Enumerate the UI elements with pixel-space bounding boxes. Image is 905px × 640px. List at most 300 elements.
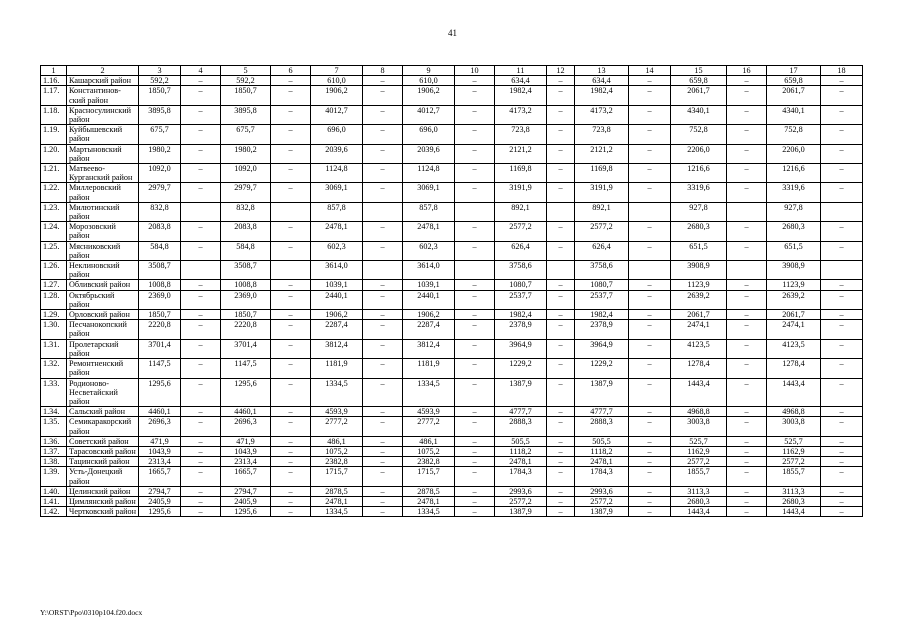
dash-cell: – xyxy=(629,446,671,456)
table-row xyxy=(41,446,863,456)
district-name: Целинский район xyxy=(67,486,139,496)
district-name: Кашарский район xyxy=(67,76,139,86)
header-cell: 15 xyxy=(671,66,727,76)
value-cell: 3113,3 xyxy=(671,486,727,496)
dash-cell: – xyxy=(629,222,671,241)
value-cell: 4593,9 xyxy=(403,407,455,417)
value-cell: 1715,7 xyxy=(403,467,455,486)
row-number: 1.29. xyxy=(41,310,67,320)
dash-cell: – xyxy=(547,320,575,339)
value-cell: 2440,1 xyxy=(403,290,455,309)
dash-cell: – xyxy=(363,486,403,496)
value-cell: 3614,0 xyxy=(403,261,455,280)
dash-cell: – xyxy=(629,417,671,436)
district-name: Морозовский район xyxy=(67,222,139,241)
value-cell: 1850,7 xyxy=(221,86,271,105)
dash-cell: – xyxy=(821,222,863,241)
value-cell: 2979,7 xyxy=(139,183,181,202)
dash-cell: – xyxy=(455,359,495,378)
dash-cell: – xyxy=(181,417,221,436)
value-cell: 1334,5 xyxy=(403,378,455,407)
dash-cell xyxy=(727,261,767,280)
dash-cell: – xyxy=(181,222,221,241)
value-cell: 3508,7 xyxy=(221,261,271,280)
value-cell: 2287,4 xyxy=(311,320,363,339)
value-cell: 3908,9 xyxy=(671,261,727,280)
value-cell: 1784,3 xyxy=(495,467,547,486)
value-cell: 2993,6 xyxy=(575,486,629,496)
value-cell: 2378,9 xyxy=(575,320,629,339)
value-cell: 2206,0 xyxy=(671,144,727,163)
value-cell: 2313,4 xyxy=(139,457,181,467)
dash-cell: – xyxy=(629,486,671,496)
dash-cell: – xyxy=(727,467,767,486)
dash-cell: – xyxy=(271,144,311,163)
page-number: 41 xyxy=(448,28,457,38)
row-number: 1.36. xyxy=(41,436,67,446)
dash-cell: – xyxy=(455,144,495,163)
value-cell: 1229,2 xyxy=(575,359,629,378)
dash-cell: – xyxy=(547,241,575,260)
dash-cell: – xyxy=(181,310,221,320)
table-row xyxy=(41,457,863,467)
dash-cell: – xyxy=(181,436,221,446)
value-cell: 3812,4 xyxy=(311,339,363,358)
dash-cell: – xyxy=(271,222,311,241)
row-number: 1.19. xyxy=(41,125,67,144)
dash-cell: – xyxy=(727,378,767,407)
value-cell: 1181,9 xyxy=(403,359,455,378)
district-name: Усть-Донецкий район xyxy=(67,467,139,486)
value-cell: 2478,1 xyxy=(311,496,363,506)
dash-cell: – xyxy=(629,359,671,378)
table-row xyxy=(41,202,863,221)
dash-cell: – xyxy=(271,310,311,320)
value-cell: 2220,8 xyxy=(221,320,271,339)
value-cell: 2577,2 xyxy=(575,496,629,506)
value-cell: 2478,1 xyxy=(403,222,455,241)
value-cell: 2577,2 xyxy=(575,222,629,241)
value-cell: 1118,2 xyxy=(495,446,547,456)
value-cell: 2382,8 xyxy=(311,457,363,467)
dash-cell: – xyxy=(271,359,311,378)
dash-cell: – xyxy=(821,417,863,436)
dash-cell: – xyxy=(363,183,403,202)
dash-cell: – xyxy=(727,290,767,309)
value-cell: 4460,1 xyxy=(221,407,271,417)
value-cell: 584,8 xyxy=(221,241,271,260)
dash-cell: – xyxy=(271,280,311,290)
value-cell: 1162,9 xyxy=(671,446,727,456)
row-number: 1.20. xyxy=(41,144,67,163)
table-row xyxy=(41,417,863,436)
value-cell: 2313,4 xyxy=(221,457,271,467)
dash-cell: – xyxy=(181,144,221,163)
table-row xyxy=(41,378,863,407)
dash-cell: – xyxy=(727,105,767,124)
header-cell: 8 xyxy=(363,66,403,76)
value-cell: 1982,4 xyxy=(495,86,547,105)
district-name: Цимлянский район xyxy=(67,496,139,506)
value-cell: 1080,7 xyxy=(495,280,547,290)
dash-cell: – xyxy=(271,320,311,339)
dash-cell: – xyxy=(181,378,221,407)
row-number: 1.39. xyxy=(41,467,67,486)
value-cell: 4968,8 xyxy=(671,407,727,417)
district-name: Пролетарский район xyxy=(67,339,139,358)
value-cell: 675,7 xyxy=(221,125,271,144)
row-number: 1.33. xyxy=(41,378,67,407)
dash-cell: – xyxy=(455,183,495,202)
table-row xyxy=(41,320,863,339)
header-cell: 18 xyxy=(821,66,863,76)
header-row xyxy=(41,66,863,76)
dash-cell: – xyxy=(727,339,767,358)
dash-cell: – xyxy=(629,467,671,486)
dash-cell: – xyxy=(629,76,671,86)
value-cell: 1118,2 xyxy=(575,446,629,456)
value-cell: 696,0 xyxy=(311,125,363,144)
dash-cell: – xyxy=(547,436,575,446)
value-cell: 592,2 xyxy=(139,76,181,86)
dash-cell: – xyxy=(547,144,575,163)
dash-cell: – xyxy=(629,507,671,517)
value-cell: 1980,2 xyxy=(139,144,181,163)
value-cell: 2440,1 xyxy=(311,290,363,309)
value-cell: 4593,9 xyxy=(311,407,363,417)
value-cell: 2577,2 xyxy=(495,496,547,506)
dash-cell: – xyxy=(547,339,575,358)
dash-cell: – xyxy=(547,280,575,290)
header-cell: 17 xyxy=(767,66,821,76)
value-cell: 2993,6 xyxy=(495,486,547,496)
value-cell: 2537,7 xyxy=(495,290,547,309)
dash-cell: – xyxy=(181,164,221,183)
value-cell: 505,5 xyxy=(575,436,629,446)
dash-cell: – xyxy=(271,436,311,446)
header-cell: 6 xyxy=(271,66,311,76)
dash-cell: – xyxy=(547,486,575,496)
header-cell: 5 xyxy=(221,66,271,76)
dash-cell: – xyxy=(455,378,495,407)
dash-cell: – xyxy=(271,378,311,407)
value-cell: 1443,4 xyxy=(671,378,727,407)
value-cell: 1906,2 xyxy=(311,86,363,105)
dash-cell: – xyxy=(363,290,403,309)
value-cell: 832,8 xyxy=(221,202,271,221)
value-cell: 4173,2 xyxy=(575,105,629,124)
value-cell: 1008,8 xyxy=(221,280,271,290)
value-cell: 1216,6 xyxy=(767,164,821,183)
dash-cell: – xyxy=(181,407,221,417)
value-cell: 1075,2 xyxy=(403,446,455,456)
dash-cell: – xyxy=(181,467,221,486)
value-cell: 3191,9 xyxy=(575,183,629,202)
dash-cell: – xyxy=(455,164,495,183)
dash-cell: – xyxy=(821,457,863,467)
dash-cell: – xyxy=(629,339,671,358)
value-cell: 634,4 xyxy=(495,76,547,86)
value-cell: 3812,4 xyxy=(403,339,455,358)
value-cell: 696,0 xyxy=(403,125,455,144)
dash-cell: – xyxy=(363,436,403,446)
dash-cell: – xyxy=(455,241,495,260)
dash-cell xyxy=(271,202,311,221)
district-name: Миллеровский район xyxy=(67,183,139,202)
dash-cell xyxy=(181,261,221,280)
dash-cell: – xyxy=(181,183,221,202)
dash-cell: – xyxy=(181,105,221,124)
dash-cell: – xyxy=(629,407,671,417)
dash-cell: – xyxy=(821,76,863,86)
dash-cell xyxy=(821,202,863,221)
dash-cell xyxy=(271,261,311,280)
dash-cell: – xyxy=(547,378,575,407)
dash-cell: – xyxy=(547,407,575,417)
value-cell: 3964,9 xyxy=(575,339,629,358)
row-number: 1.34. xyxy=(41,407,67,417)
value-cell: 2577,2 xyxy=(495,222,547,241)
dash-cell: – xyxy=(455,507,495,517)
value-cell: 2777,2 xyxy=(403,417,455,436)
value-cell: 1334,5 xyxy=(403,507,455,517)
value-cell: 3701,4 xyxy=(221,339,271,358)
row-number: 1.37. xyxy=(41,446,67,456)
row-number: 1.23. xyxy=(41,202,67,221)
value-cell: 1278,4 xyxy=(767,359,821,378)
value-cell: 1295,6 xyxy=(221,378,271,407)
dash-cell: – xyxy=(629,496,671,506)
dash-cell: – xyxy=(181,320,221,339)
value-cell: 602,3 xyxy=(403,241,455,260)
value-cell: 1295,6 xyxy=(139,378,181,407)
value-cell: 1850,7 xyxy=(221,310,271,320)
dash-cell: – xyxy=(821,407,863,417)
value-cell: 1665,7 xyxy=(221,467,271,486)
dash-cell: – xyxy=(727,86,767,105)
dash-cell: – xyxy=(727,241,767,260)
dash-cell: – xyxy=(821,86,863,105)
value-cell: 857,8 xyxy=(403,202,455,221)
value-cell: 471,9 xyxy=(221,436,271,446)
value-cell: 892,1 xyxy=(495,202,547,221)
value-cell: 2369,0 xyxy=(221,290,271,309)
value-cell: 2121,2 xyxy=(495,144,547,163)
dash-cell: – xyxy=(821,467,863,486)
row-number: 1.24. xyxy=(41,222,67,241)
dash-cell: – xyxy=(629,144,671,163)
dash-cell: – xyxy=(547,290,575,309)
value-cell: 626,4 xyxy=(495,241,547,260)
district-name: Матвеево-Курганский район xyxy=(67,164,139,183)
dash-cell: – xyxy=(455,407,495,417)
district-name: Ремонтненский район xyxy=(67,359,139,378)
value-cell: 1334,5 xyxy=(311,507,363,517)
dash-cell: – xyxy=(547,417,575,436)
dash-cell: – xyxy=(821,359,863,378)
dash-cell: – xyxy=(455,105,495,124)
row-number: 1.28. xyxy=(41,290,67,309)
dash-cell: – xyxy=(727,280,767,290)
value-cell: 1123,9 xyxy=(767,280,821,290)
value-cell: 2369,0 xyxy=(139,290,181,309)
value-cell: 3003,8 xyxy=(767,417,821,436)
dash-cell: – xyxy=(727,144,767,163)
dash-cell: – xyxy=(363,407,403,417)
dash-cell: – xyxy=(547,164,575,183)
dash-cell: – xyxy=(363,164,403,183)
value-cell: 1850,7 xyxy=(139,86,181,105)
value-cell: 2405,9 xyxy=(139,496,181,506)
value-cell: 1982,4 xyxy=(575,310,629,320)
value-cell: 3614,0 xyxy=(311,261,363,280)
value-cell: 4123,5 xyxy=(767,339,821,358)
dash-cell: – xyxy=(629,378,671,407)
dash-cell: – xyxy=(455,496,495,506)
value-cell: 2220,8 xyxy=(139,320,181,339)
header-cell: 14 xyxy=(629,66,671,76)
dash-cell: – xyxy=(727,359,767,378)
dash-cell: – xyxy=(455,417,495,436)
value-cell: 2878,5 xyxy=(311,486,363,496)
value-cell: 2696,3 xyxy=(139,417,181,436)
dash-cell: – xyxy=(271,339,311,358)
table-row xyxy=(41,280,863,290)
value-cell: 1850,7 xyxy=(139,310,181,320)
value-cell: 1855,7 xyxy=(671,467,727,486)
value-cell: 525,7 xyxy=(671,436,727,446)
dash-cell: – xyxy=(363,105,403,124)
header-cell: 3 xyxy=(139,66,181,76)
dash-cell: – xyxy=(547,222,575,241)
value-cell: 1229,2 xyxy=(495,359,547,378)
value-cell: 2680,3 xyxy=(671,496,727,506)
dash-cell: – xyxy=(455,436,495,446)
dash-cell xyxy=(629,261,671,280)
header-cell: 1 xyxy=(41,66,67,76)
dash-cell: – xyxy=(821,241,863,260)
value-cell: 3319,6 xyxy=(671,183,727,202)
district-name: Тацинский район xyxy=(67,457,139,467)
dash-cell: – xyxy=(271,446,311,456)
dash-cell: – xyxy=(821,310,863,320)
value-cell: 1181,9 xyxy=(311,359,363,378)
value-cell: 3191,9 xyxy=(495,183,547,202)
table-row xyxy=(41,290,863,309)
value-cell: 505,5 xyxy=(495,436,547,446)
dash-cell: – xyxy=(271,125,311,144)
dash-cell: – xyxy=(821,446,863,456)
value-cell: 2878,5 xyxy=(403,486,455,496)
table-row xyxy=(41,241,863,260)
dash-cell: – xyxy=(629,436,671,446)
value-cell: 4777,7 xyxy=(495,407,547,417)
value-cell: 2979,7 xyxy=(221,183,271,202)
value-cell: 3908,9 xyxy=(767,261,821,280)
value-cell: 1124,8 xyxy=(403,164,455,183)
value-cell: 1216,6 xyxy=(671,164,727,183)
value-cell: 723,8 xyxy=(495,125,547,144)
dash-cell: – xyxy=(363,222,403,241)
dash-cell: – xyxy=(821,507,863,517)
dash-cell: – xyxy=(629,105,671,124)
table-row xyxy=(41,486,863,496)
value-cell: 2474,1 xyxy=(671,320,727,339)
value-cell: 4968,8 xyxy=(767,407,821,417)
value-cell: 752,8 xyxy=(671,125,727,144)
value-cell: 1443,4 xyxy=(767,378,821,407)
dash-cell: – xyxy=(181,290,221,309)
row-number: 1.22. xyxy=(41,183,67,202)
dash-cell: – xyxy=(271,105,311,124)
value-cell: 2478,1 xyxy=(575,457,629,467)
dash-cell: – xyxy=(271,164,311,183)
value-cell: 2680,3 xyxy=(767,496,821,506)
value-cell: 2083,8 xyxy=(221,222,271,241)
value-cell: 3758,6 xyxy=(495,261,547,280)
dash-cell: – xyxy=(821,125,863,144)
value-cell: 1092,0 xyxy=(139,164,181,183)
value-cell: 892,1 xyxy=(575,202,629,221)
value-cell: 2061,7 xyxy=(767,310,821,320)
value-cell: 927,8 xyxy=(767,202,821,221)
value-cell: 1295,6 xyxy=(221,507,271,517)
table-row xyxy=(41,359,863,378)
dash-cell: – xyxy=(727,76,767,86)
value-cell: 1169,8 xyxy=(495,164,547,183)
dash-cell: – xyxy=(727,446,767,456)
value-cell: 2474,1 xyxy=(767,320,821,339)
row-number: 1.32. xyxy=(41,359,67,378)
dash-cell: – xyxy=(547,125,575,144)
table-row xyxy=(41,436,863,446)
value-cell: 1906,2 xyxy=(311,310,363,320)
dash-cell: – xyxy=(629,86,671,105)
value-cell: 610,0 xyxy=(403,76,455,86)
table-row xyxy=(41,183,863,202)
row-number: 1.35. xyxy=(41,417,67,436)
dash-cell: – xyxy=(547,507,575,517)
value-cell: 2794,7 xyxy=(221,486,271,496)
value-cell: 1665,7 xyxy=(139,467,181,486)
value-cell: 1008,8 xyxy=(139,280,181,290)
value-cell: 4012,7 xyxy=(311,105,363,124)
dash-cell: – xyxy=(547,183,575,202)
value-cell: 1075,2 xyxy=(311,446,363,456)
dash-cell: – xyxy=(363,320,403,339)
value-cell: 1147,5 xyxy=(221,359,271,378)
dash-cell: – xyxy=(727,457,767,467)
value-cell: 3069,1 xyxy=(403,183,455,202)
dash-cell: – xyxy=(821,436,863,446)
value-cell: 2794,7 xyxy=(139,486,181,496)
dash-cell: – xyxy=(363,241,403,260)
dash-cell xyxy=(727,202,767,221)
table-row xyxy=(41,222,863,241)
value-cell: 1387,9 xyxy=(495,507,547,517)
dash-cell xyxy=(455,202,495,221)
value-cell: 2537,7 xyxy=(575,290,629,309)
dash-cell: – xyxy=(547,496,575,506)
value-cell: 486,1 xyxy=(403,436,455,446)
dash-cell: – xyxy=(821,280,863,290)
dash-cell: – xyxy=(363,496,403,506)
value-cell: 1982,4 xyxy=(495,310,547,320)
district-name: Красносулинский район xyxy=(67,105,139,124)
dash-cell: – xyxy=(455,76,495,86)
value-cell: 1147,5 xyxy=(139,359,181,378)
dash-cell: – xyxy=(271,241,311,260)
